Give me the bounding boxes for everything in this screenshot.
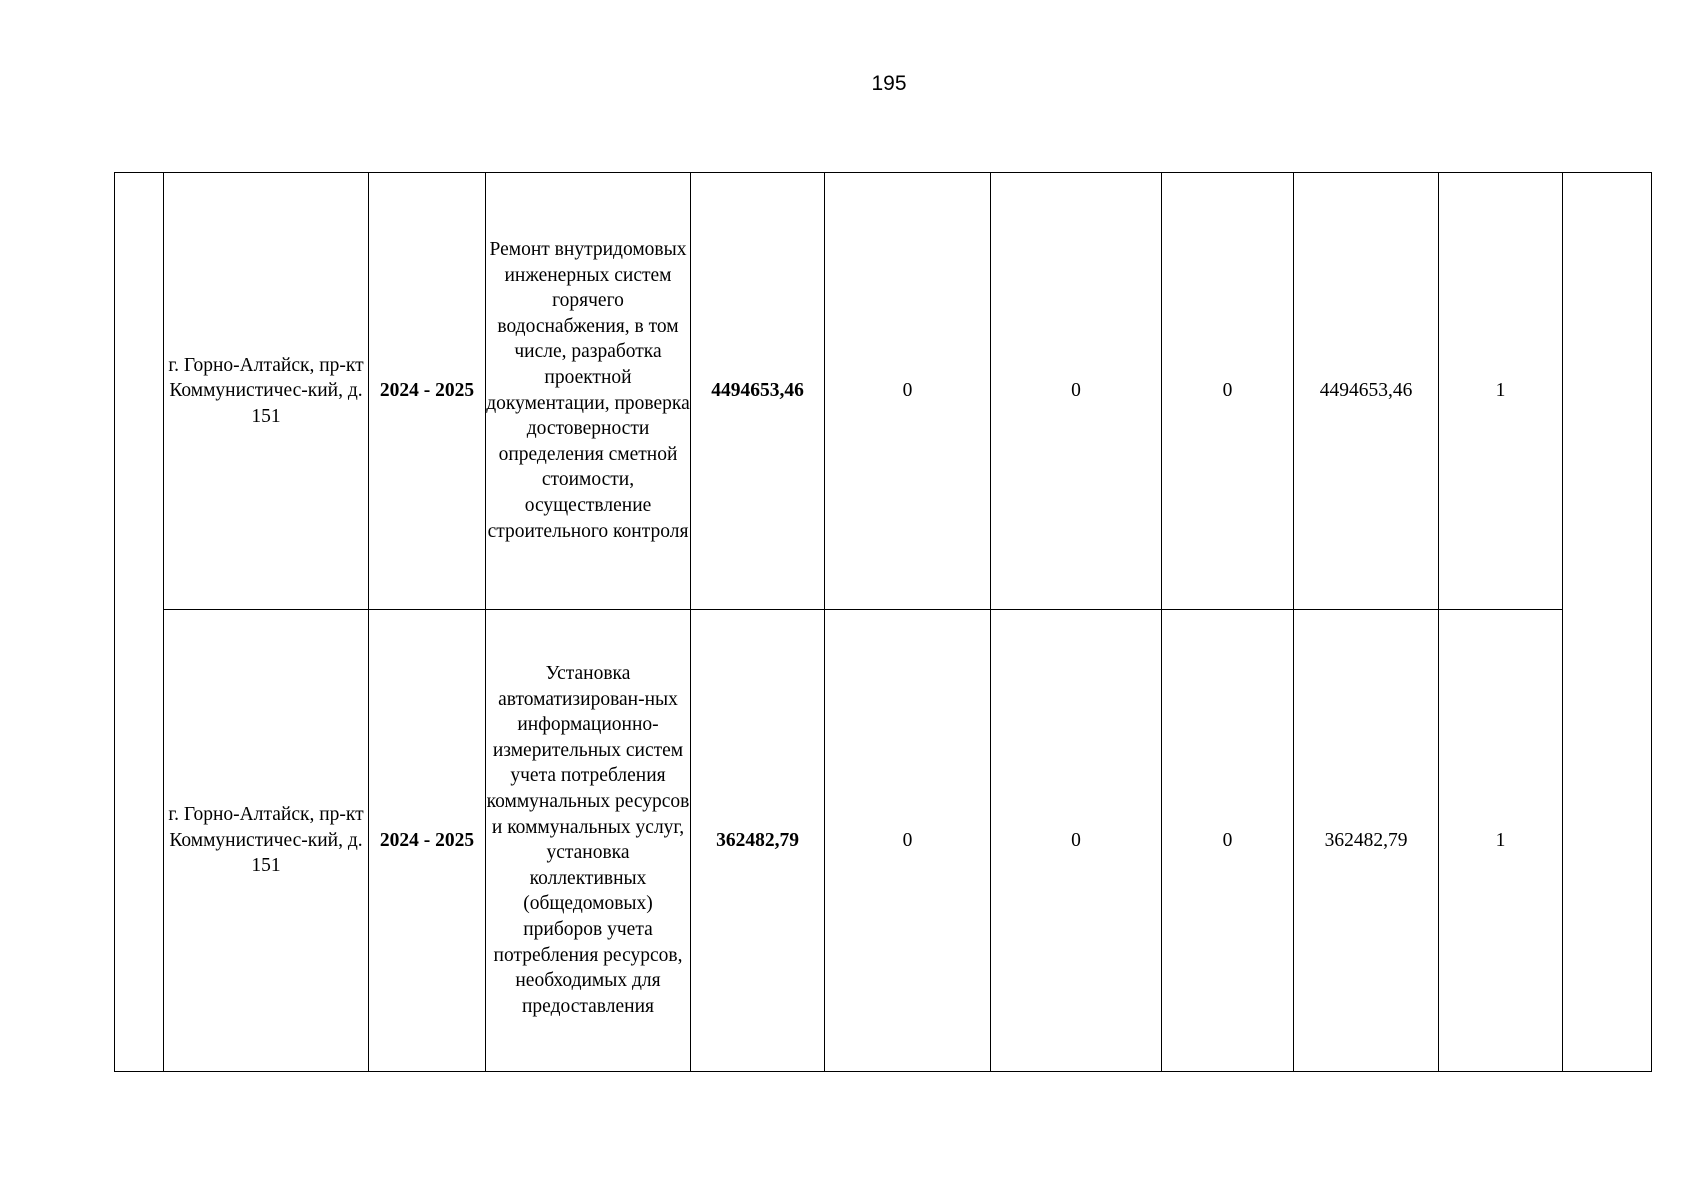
cost-cell-b: 0 (991, 610, 1162, 1072)
count-cell: 1 (1439, 173, 1563, 610)
cost-cell-a: 0 (825, 173, 991, 610)
total-cost-cell: 4494653,46 (691, 173, 825, 610)
work-type-cell (486, 610, 691, 1072)
table-row (115, 173, 1652, 610)
cost-cell-a: 0 (825, 610, 991, 1072)
work-type-cell (486, 173, 691, 610)
trailing-cell (1563, 173, 1652, 1072)
address-cell: г. Горно-Алтайск, пр-кт Коммунистичес-кий, д. 151 (164, 173, 369, 610)
years-cell: 2024 - 2025 (369, 173, 486, 610)
address-cell: г. Горно-Алтайск, пр-кт Коммунистичес-кий, д. 151 (164, 610, 369, 1072)
cost-cell-d: 4494653,46 (1294, 173, 1439, 610)
row-number-cell (115, 173, 164, 1072)
program-table (114, 172, 1652, 1072)
work-type-text: Ремонт внутридомовых инженерных систем горячего водоснабжения, в том числе, разработка проектной документации, проверка достоверности определения сметной стоимости, осуществление строительного контроля (486, 239, 690, 542)
years-cell: 2024 - 2025 (369, 610, 486, 1072)
page-number: 195 (871, 72, 907, 95)
cost-cell-c: 0 (1162, 173, 1294, 610)
count-cell: 1 (1439, 610, 1563, 1072)
cost-cell-b: 0 (991, 173, 1162, 610)
cost-cell-d: 362482,79 (1294, 610, 1439, 1072)
work-type-text: Установка автоматизирован-ных информационно-измерительных систем учета потребления коммунальных ресурсов и коммунальных услуг, установка коллективных (общедомовых) приборов учета потребления ресурсов, необходимых для предоставления (486, 663, 690, 1017)
cost-cell-c: 0 (1162, 610, 1294, 1072)
total-cost-cell: 362482,79 (691, 610, 825, 1072)
table-row (115, 610, 1652, 1072)
